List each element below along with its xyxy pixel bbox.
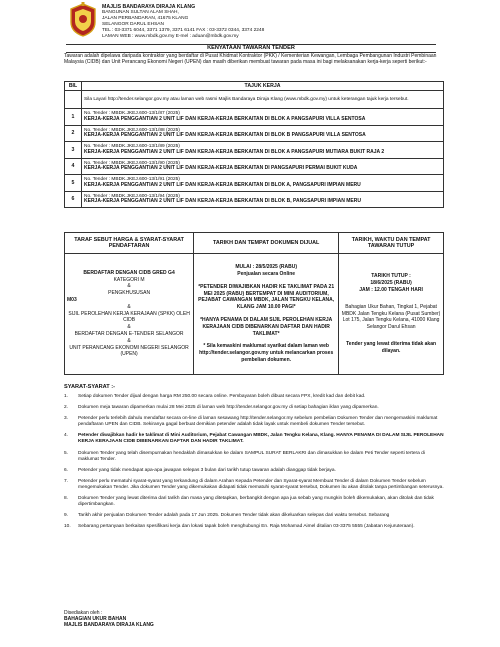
row-detail	[82, 191, 444, 208]
row-bil: 4	[65, 158, 82, 175]
org-name: MAJLIS BANDARAYA DIRAJA KLANG	[102, 4, 196, 10]
tender-number: No. Tender : MBDK.JKEJ.600-13/1/91 (2025)	[84, 177, 180, 183]
table-row	[65, 191, 444, 208]
amp: &	[127, 337, 131, 344]
row-bil: 3	[65, 142, 82, 159]
table-row	[65, 142, 444, 159]
term-number: 5.	[64, 450, 69, 456]
briefing-note: *PETENDER DIWAJIBKAN HADIR KE TAKLIMAT PADA 21 MEI 2025 (RABU) BERTEMPAT DI MINI AUDITORIUM, PEJABAT CAWANGAN MBDK, JALAN TENGKU KELANA, KLANG JAM 10.00 PAGI*	[198, 283, 335, 311]
spkk: SIJIL PEROLEHAN KERJA KERAJAAN (SPKK) OLEH CIDB	[68, 310, 190, 324]
term-text: Petender perlu mematuhi syarat-syarat yang terkandung di dalam Arahan Kepada Petender dan Syarat-syarat Membuat Tender di dalam Dokumen Tender sebelum mengemukakan Tender. Jika dokumen Tender yang dikemukakan didapati tidak mematuhi syarat-syarat tersebut, Dokumen itu akan ditolak tanpa pertimbangan seterusnya.	[78, 478, 444, 490]
row-detail	[82, 158, 444, 175]
tender-number: No. Tender : MBDK.JKEJ.600-13/1/90 (2025)	[84, 160, 180, 166]
notice-cell: Sila Layari http://tender.selangor.gov.my atau laman web rasmi Majlis Bandaraya Diraja Klang (www.mbdk.gov.my) untuk keterangan tajuk kerja tersebut.	[82, 91, 444, 109]
amp: &	[127, 303, 131, 310]
closing-place: Bahagian Ukur Bahan, Tingkat 1, Pejabat MBDK Jalan Tengku Kelana (Pusat Sumber) Lot 175, Jalan Tengku Kelana, 41000 Klang Selangor Darul Ehsan	[341, 303, 441, 331]
row-bil: 6	[65, 191, 82, 208]
schedule-table	[64, 232, 444, 375]
terms-title: SYARAT-SYARAT :-	[64, 384, 115, 390]
organisation: MAJLIS BANDARAYA DIRAJA KLANG	[64, 622, 154, 629]
sale-mode: Penjualan secara Online	[237, 271, 296, 278]
list-item	[64, 405, 444, 411]
tender-title: KERJA-KERJA PENGGANTIAN 2 UNIT LIF DAN KERJA-KERJA BERKAITAN DI BLOK A PANGSAPURI VILLA SENTOSA	[84, 115, 366, 122]
title-bar	[66, 44, 436, 53]
list-item	[64, 416, 444, 428]
list-item	[64, 451, 444, 463]
col-sale-header: TARIKH DAN TEMPAT DOKUMEN DIJUAL	[194, 233, 339, 254]
term-text: Tarikh akhir penjualan Dokumen Tender adalah pada 17 Jun 2025. Dokumen Tender tidak akan dikeluarkan selepas dari waktu tersebut. Sebarang	[78, 513, 390, 519]
closing-cell	[339, 254, 444, 375]
notice-bil-cell	[65, 91, 82, 109]
term-text: Dokumen meja tawaran dipamerkan mulai 28 Mei 2025 di laman web http://tender.selangor.gov.my di setiap bahagian iklan yang dipamerkan.	[78, 405, 379, 411]
list-item	[64, 468, 444, 474]
term-number: 2.	[64, 405, 69, 411]
tender-title: KERJA-KERJA PENGGANTIAN 2 UNIT LIF DAN KERJA-KERJA BERKAITAN DI PANGSAPURI PERMAI BUKIT KUDA	[84, 165, 358, 172]
term-text: Dokumen Tender yang lewat diterima dari tarikh dan masa yang ditetapkan, berbangkit dengan apa jua sebab yang mungkin boleh dikemukakan, akan ditolak dan tidak dipertimbangkan.	[78, 496, 434, 508]
col-closing-header: TARIKH, WAKTU DAN TEMPAT TAWARAN TUTUP	[339, 233, 444, 254]
col-tajuk-header: TAJUK KERJA	[82, 82, 444, 91]
term-text: Petender diwajibkan hadir ke taklimat di Mini Auditorium, Pejabat Cawangan MBDK, Jalan Tengku Kelana, Klang. HANYA PENAMA DI DALAM SIJIL PEROLEHAN KERJA KERAJAAN CIDB DIBENARKAN DAFTAR DAN HADIR TAKLIMAT.	[78, 433, 444, 445]
closing-time: JAM : 12.00 TENGAH HARI	[359, 287, 423, 293]
table-row	[65, 158, 444, 175]
project-table	[64, 81, 444, 208]
term-number: 9.	[64, 513, 69, 519]
letterhead	[102, 4, 264, 40]
tender-number: No. Tender : MBDK.JKEJ.600-13/1/89 (2025)	[84, 144, 180, 150]
list-item	[64, 394, 444, 400]
list-item	[64, 479, 444, 491]
table-row	[65, 175, 444, 192]
table-row	[65, 109, 444, 126]
tender-number: No. Tender : MBDK.JKEJ.600-13/1/94 (2025)	[84, 193, 180, 199]
address-line: SELANGOR DARUL EHSAN	[102, 22, 164, 27]
web-email: LAMAN WEB : www.mbdk.gov.my E-mel : aduan@mbdk.gov.my	[102, 34, 239, 39]
eligibility-note: *HANYA PENAMA DI DALAM SIJIL PEROLEHAN KERJA KERAJAAN CIDB DIBENARKAN DAFTAR DAN HADIR TAKLIMAT*	[200, 317, 333, 337]
prepared-by: Disediakan oleh :	[64, 610, 103, 616]
address-line: JALAN PERBANDARAN, 41675 KLANG	[102, 16, 189, 21]
term-text: Setiap dokumen Tender dijual dengan harga RM 250.00 secara online. Pembayaran boleh dibuat secara FPX, kredit kad dan debit kad.	[78, 394, 366, 399]
requirements-cell	[65, 254, 194, 375]
list-item	[64, 513, 444, 519]
list-item	[64, 433, 444, 445]
mbdk-crest-logo	[68, 2, 98, 38]
cidb-grade: BERDAFTAR DENGAN CIDB GRED G4	[83, 269, 175, 276]
row-detail	[82, 125, 444, 142]
row-bil: 2	[65, 125, 82, 142]
tender-title: KERJA-KERJA PENGGANTIAN 2 UNIT LIF DAN KERJA-KERJA BERKAITAN DI BLOK A PANGSAPURI MUTIARA BUKIT RAJA 2	[84, 148, 385, 155]
update-note: * Sila kemaskini maklumat syarikat dalam laman web http://tender.selangor.gov.my untuk melancarkan proses pembelian dokumen.	[199, 343, 334, 363]
tender-number: No. Tender : MBDK.JKEJ.600-13/1/87 (2025)	[84, 111, 180, 117]
row-detail	[82, 175, 444, 192]
term-text: Petender yang tidak mendapat apa-apa jawapan selepas 3 bulan dari tarikh tutup tawaran adalah dianggap tidak berjaya.	[78, 467, 336, 473]
list-item	[64, 496, 444, 508]
term-number: 1.	[64, 394, 69, 399]
term-number: 4.	[64, 433, 69, 439]
category: KATEGORI M	[113, 276, 145, 283]
term-number: 3.	[64, 416, 69, 422]
term-text: Petender perlu terlebih dahulu mendaftar secara on-line di laman sesawang http://tender.selangor.my sebelum pembelian Dokumen Tender dan mengemaskini maklumat pendaftaran UPEN dan CIDB. Sekiranya gagal berbuat demikian petender adalah tidak layak untuk membeli dokumen Tender tersebut.	[78, 416, 438, 428]
tender-title: KERJA-KERJA PENGGANTIAN 2 UNIT LIF DAN KERJA-KERJA BERKAITAN DI BLOK A, PANGSAPURI IMPIAN MERU	[84, 181, 361, 188]
tender-title: KERJA-KERJA PENGGANTIAN 2 UNIT LIF DAN KERJA-KERJA BERKAITAN DI BLOK B PANGSAPURI VILLA SENTOSA	[84, 132, 366, 139]
intro-paragraph: Tawaran adalah dipelawa daripada kontraktor yang berdaftar di Pusat Khidmat Kontraktor (PKK) / Kementerian Kewangan, Lembaga Pembangunan Industri Pembinaan Malaysia (CIDB) dan Unit Perancang Ekonomi Negeri (UPEN) dan masih diberikan membuat tawaran pada masa ini bagi melaksanakan kerja-kerja seperti berikut:-	[64, 53, 437, 66]
col-requirements-header: TARAF SEBUT HARGA & SYARAT-SYARAT PENDAFTARAN	[65, 233, 194, 254]
term-text: Sebarang pertanyaan berkaitan spesifikasi kerja dan lokasi tapak boleh menghubungi En. Raja Mohamad Aimel ditalian 03-3375 5555 (Jabatan Kejuruteraan).	[78, 524, 415, 530]
etender: BERDAFTAR DENGAN E-TENDER SELANGOR	[74, 330, 184, 337]
closing-label: TARIKH TUTUP :	[371, 273, 411, 280]
amp: &	[127, 283, 131, 290]
term-number: 6.	[64, 467, 69, 473]
amp: &	[127, 324, 131, 331]
signature-block	[64, 610, 154, 629]
specialisation-label: PENGKHUSUSAN	[108, 290, 151, 297]
tender-title: KERJA-KERJA PENGGANTIAN 2 UNIT LIF DAN KERJA-KERJA BERKAITAN DI BLOK B, PANGSAPURI IMPIAN MERU	[84, 198, 361, 205]
term-text: Dokumen Tender yang telah disempurnakan hendaklah dimasukkan ke dalam SAMPUL SURAT BERLAKRI dan dimasukkan ke dalam Peti Tender seperti tertera di maklumat Tender.	[78, 450, 425, 462]
closing-date: 18/6/2025 (RABU)	[370, 280, 412, 287]
sale-cell	[194, 254, 339, 375]
col-bil-header: BIL	[65, 82, 82, 91]
department: BAHAGIAN UKUR BAHAN	[64, 616, 127, 623]
terms-list	[64, 394, 444, 535]
row-detail	[82, 109, 444, 126]
late-note: Tender yang lewat diterima tidak akan dilayan.	[346, 340, 437, 354]
upen: UNIT PERANCANG EKONOMI NEGERI SELANGOR (UPEN)	[69, 344, 189, 358]
list-item	[64, 524, 444, 530]
address-line: BANGUNAN SULTAN ALAM SHAH,	[102, 10, 179, 15]
phone-fax: TEL : 03-3371 6044, 3371 1379, 3371 6141 FAX : 03-3372 0344, 3374 2248	[102, 28, 265, 33]
term-number: 8.	[64, 496, 69, 502]
term-number: 10.	[64, 524, 71, 530]
row-bil: 1	[65, 109, 82, 126]
row-bil: 5	[65, 175, 82, 192]
tender-number: No. Tender : MBDK.JKEJ.600-13/1/88 (2025)	[84, 127, 180, 133]
table-row	[65, 125, 444, 142]
page-title: KENYATAAN TAWARAN TENDER	[207, 45, 295, 51]
specialisation-code: M03	[67, 297, 77, 303]
row-detail	[82, 142, 444, 159]
sale-date: MULAI : 28/5/2025 (RABU)	[235, 264, 297, 271]
term-number: 7.	[64, 478, 69, 484]
